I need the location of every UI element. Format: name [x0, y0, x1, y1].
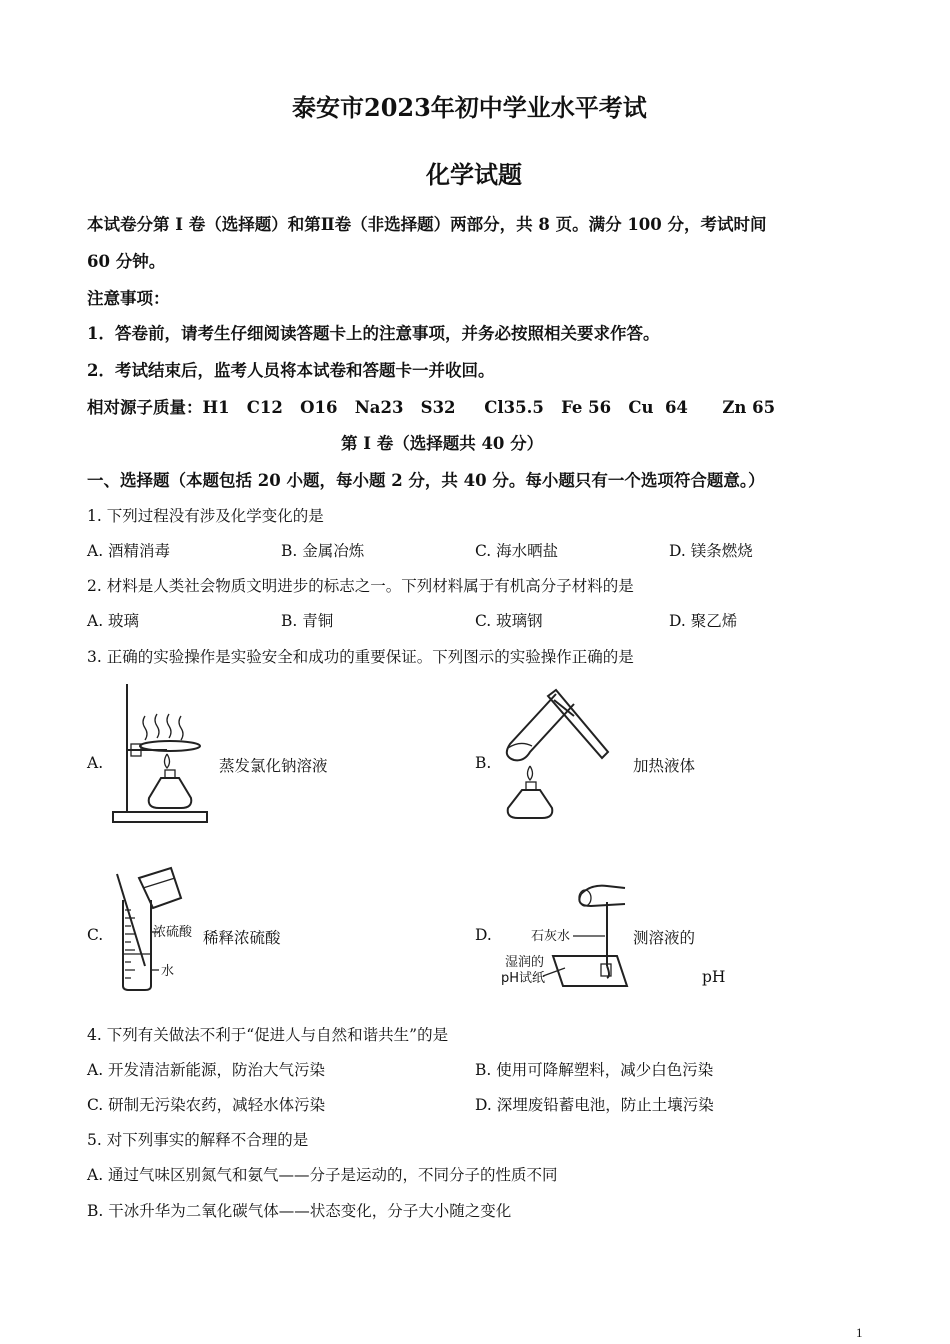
question-3-option-a-letter: A. — [87, 754, 104, 772]
question-5-option-a: A. 通过气味区别氮气和氨气——分子是运动的，不同分子的性质不同 — [87, 1166, 558, 1184]
section-instructions: 一、选择题（本题包括 20 小题，每小题 2 分，共 40 分。每小题只有一个选项符合题意。） — [87, 471, 765, 490]
acid-label: 浓硫酸 — [153, 925, 193, 940]
question-2-stem: 2. 材料是人类社会物质文明进步的标志之一。下列材料属于有机高分子材料的是 — [87, 577, 634, 595]
question-5-stem: 5. 对下列事实的解释不合理的是 — [87, 1131, 309, 1149]
question-2-option-a: A. 玻璃 — [87, 612, 140, 630]
diluting-acid-illustration — [105, 862, 205, 996]
question-4-option-b: B. 使用可降解塑料，减少白色污染 — [475, 1061, 714, 1079]
question-1-option-b: B. 金属冶炼 — [281, 542, 365, 560]
question-1-option-d: D. 镁条燃烧 — [669, 542, 753, 560]
question-3-option-c-letter: C. — [87, 926, 104, 944]
question-4-option-c: C. 研制无污染农药，减轻水体污染 — [87, 1096, 326, 1114]
question-3-option-c-caption: 稀释浓硫酸 — [203, 929, 281, 947]
question-4-stem: 4. 下列有关做法不利于“促进人与自然和谐共生”的是 — [87, 1026, 449, 1044]
question-1-option-a: A. 酒精消毒 — [87, 542, 171, 560]
page-number: 1 — [856, 1325, 863, 1340]
evaporation-apparatus-illustration — [105, 680, 215, 828]
intro-line-2: 60 分钟。 — [87, 252, 166, 271]
question-5-option-b: B. 干冰升华为二氧化碳气体——状态变化，分子大小随之变化 — [87, 1202, 512, 1220]
question-1-stem: 1. 下列过程没有涉及化学变化的是 — [87, 507, 324, 525]
question-3-option-d-caption-ph: pH — [702, 968, 726, 986]
ph-test-illustration — [495, 880, 631, 992]
paper-label-2: pH试纸 — [501, 971, 546, 986]
question-4-option-d: D. 深埋废铅蓄电池，防止土壤污染 — [475, 1096, 714, 1114]
question-3-option-a-caption: 蒸发氯化钠溶液 — [219, 757, 328, 775]
notice-item-1: 1．答卷前，请考生仔细阅读答题卡上的注意事项，并务必按照相关要求作答。 — [87, 324, 660, 343]
notice-item-2: 2．考试结束后，监考人员将本试卷和答题卡一并收回。 — [87, 361, 495, 380]
question-3-option-b-letter: B. — [475, 754, 492, 772]
question-2-option-d: D. 聚乙烯 — [669, 612, 738, 630]
section-heading: 第 I 卷（选择题共 40 分） — [341, 434, 544, 453]
limewater-label: 石灰水 — [531, 929, 571, 944]
question-2-option-c: C. 玻璃钢 — [475, 612, 543, 630]
question-3-stem: 3. 正确的实验操作是实验安全和成功的重要保证。下列图示的实验操作正确的是 — [87, 648, 634, 666]
notice-title: 注意事项： — [87, 289, 170, 308]
subject-title: 化学试题 — [426, 160, 522, 189]
question-4-option-a: A. 开发清洁新能源，防治大气污染 — [87, 1061, 326, 1079]
paper-label-1: 湿润的 — [505, 955, 545, 970]
atomic-masses: 相对源子质量：H1 C12 O16 Na23 S32 Cl35.5 Fe 56 Cu 64 Zn 65 — [87, 398, 776, 417]
question-1-option-c: C. 海水晒盐 — [475, 542, 559, 560]
question-2-option-b: B. 青铜 — [281, 612, 334, 630]
question-3-option-d-letter: D. — [475, 926, 492, 944]
exam-title: 泰安市2023年初中学业水平考试 — [292, 93, 647, 122]
water-label: 水 — [161, 964, 175, 979]
question-3-option-b-caption: 加热液体 — [633, 757, 696, 775]
question-3-option-d-caption: 测溶液的 — [633, 929, 696, 947]
heating-liquid-illustration — [490, 686, 622, 826]
intro-line-1: 本试卷分第 I 卷（选择题）和第Ⅱ卷（非选择题）两部分，共 8 页。满分 100 分，考试时间 — [87, 215, 767, 234]
